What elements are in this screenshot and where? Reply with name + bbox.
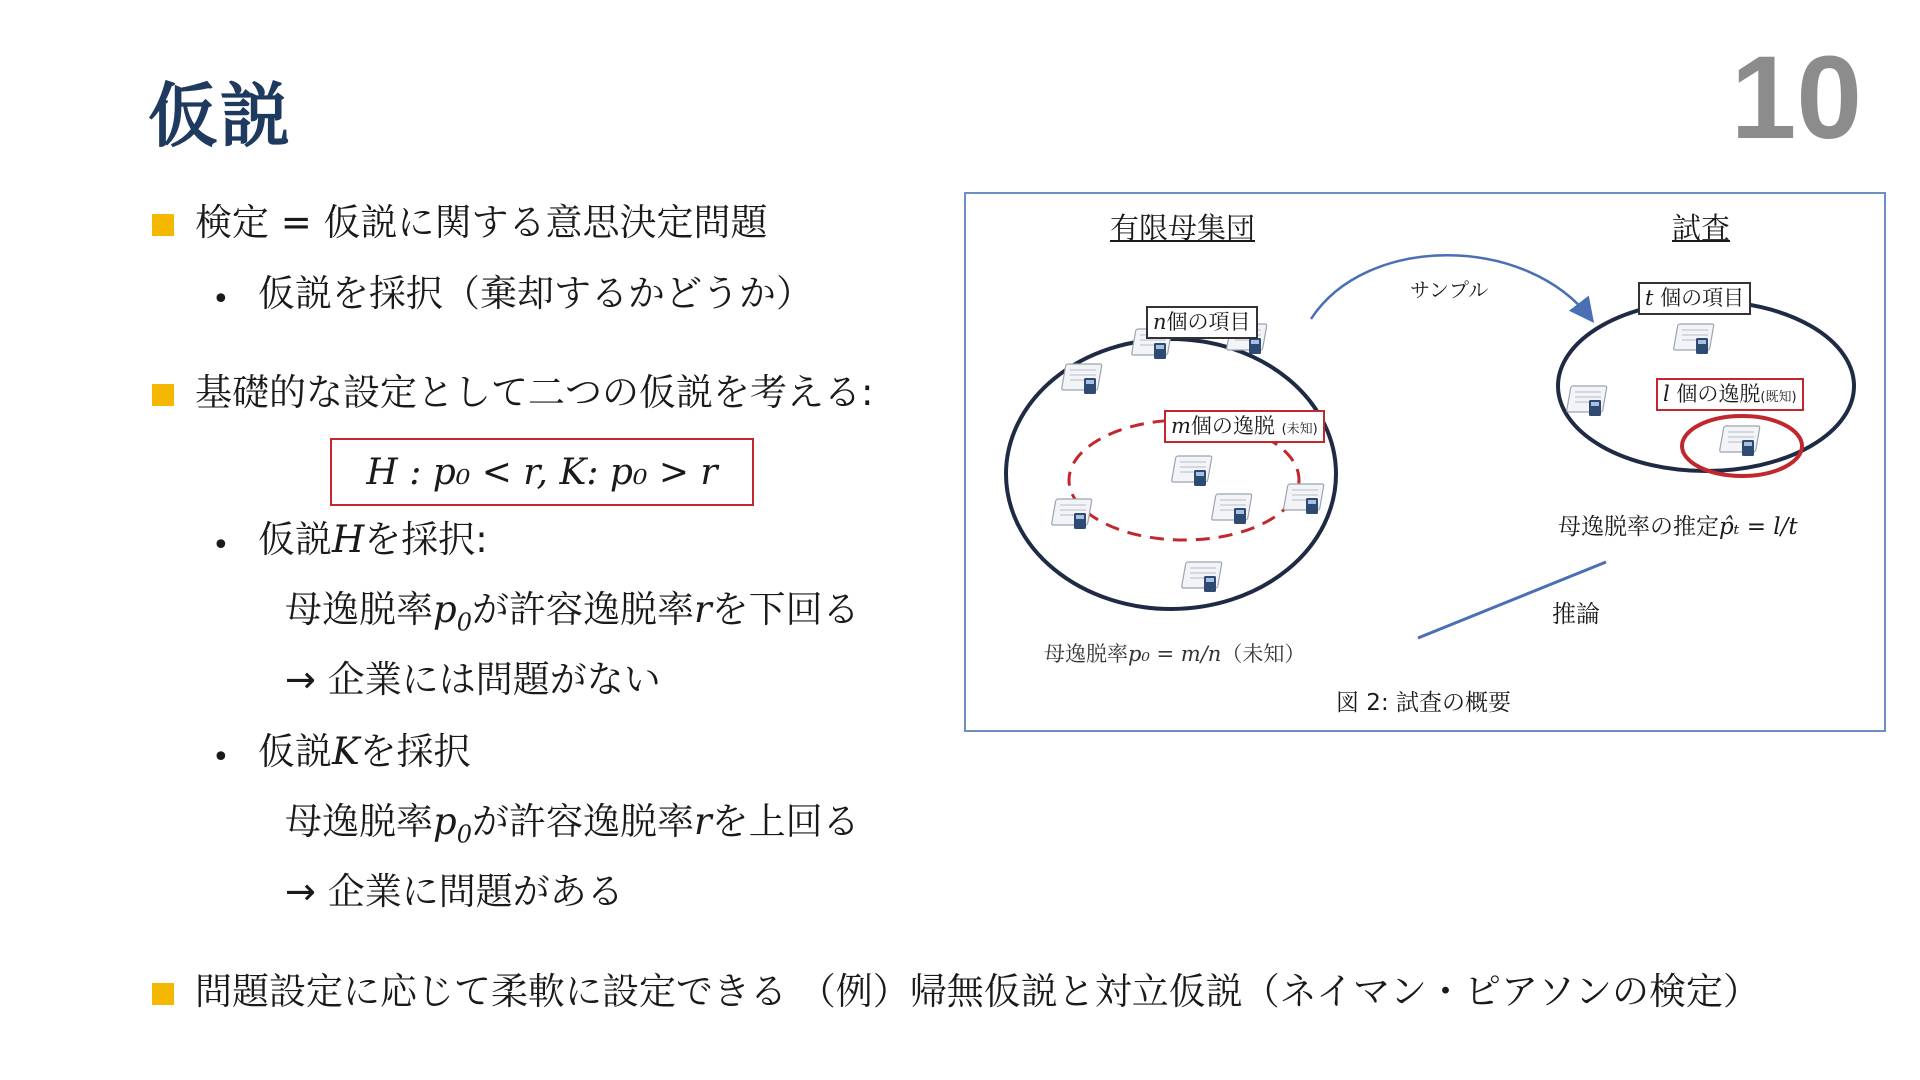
sub-bullet-dot-icon: • — [212, 528, 230, 563]
bullet-2-sub-2-line-1: 母逸脱率$p_0$が許容逸脱率rを上回る — [285, 800, 860, 849]
document-icon — [1171, 456, 1212, 486]
n-items-label: n個の項目 — [1146, 306, 1258, 339]
inference-label: 推論 — [1552, 600, 1600, 628]
figure-caption: 図 2: 試査の概要 — [1336, 690, 1512, 716]
sub-bullet-dot-icon: • — [212, 282, 230, 317]
audit-label: 試査 — [1672, 211, 1731, 245]
population-label: 有限母集団 — [1110, 211, 1256, 245]
document-icon — [1283, 484, 1324, 514]
audit-overview-figure — [964, 192, 1886, 732]
population-rate-label: 母逸脱率p₀ = m/n（未知） — [1044, 642, 1306, 666]
bullet-2-sub-1-line-2: → 企業には問題がない — [285, 658, 661, 701]
document-icon — [1566, 386, 1607, 416]
bullet-square-icon — [152, 983, 174, 1005]
bullet-2-text: 基礎的な設定として二つの仮説を考える: — [195, 371, 874, 414]
document-icon — [1211, 494, 1252, 524]
bullet-2-sub-1-heading: 仮説Hを採択: — [258, 518, 488, 561]
document-icon — [1061, 364, 1102, 394]
bullet-2-sub-1-line-1: 母逸脱率$p_0$が許容逸脱率rを下回る — [285, 588, 860, 637]
population-ellipse — [1006, 339, 1336, 609]
document-icon — [1673, 324, 1714, 354]
page-number: 10 — [1730, 32, 1862, 164]
document-icon — [1181, 562, 1222, 592]
bullet-2-sub-2-line-2: → 企業に問題がある — [285, 870, 624, 913]
bullet-3-text: 問題設定に応じて柔軟に設定できる （例）帰無仮説と対立仮説（ネイマン・ピアソンの検定） — [195, 970, 1761, 1013]
bullet-1-text: 検定 = 仮説に関する意思決定問題 — [195, 201, 768, 244]
estimate-label: 母逸脱率の推定p̂ₜ = l/t — [1558, 514, 1798, 540]
m-deviations-label: m個の逸脱 (未知) — [1164, 410, 1325, 443]
sub-bullet-dot-icon: • — [212, 740, 230, 775]
bullet-2-sub-2-heading: 仮説Kを採択 — [258, 730, 471, 773]
document-icon — [1719, 426, 1760, 456]
sample-arrow-label: サンプル — [1410, 278, 1489, 302]
l-deviations-label: l 個の逸脱(既知) — [1656, 378, 1804, 411]
hypothesis-formula-box: H : p₀ < r, K: p₀ > r — [330, 438, 754, 506]
slide-title: 仮説 — [148, 75, 292, 157]
document-icon — [1051, 499, 1092, 529]
bullet-square-icon — [152, 384, 174, 406]
bullet-square-icon — [152, 214, 174, 236]
bullet-1-sub-1: 仮説を採択（棄却するかどうか） — [258, 272, 813, 315]
t-items-label: t 個の項目 — [1638, 282, 1751, 315]
